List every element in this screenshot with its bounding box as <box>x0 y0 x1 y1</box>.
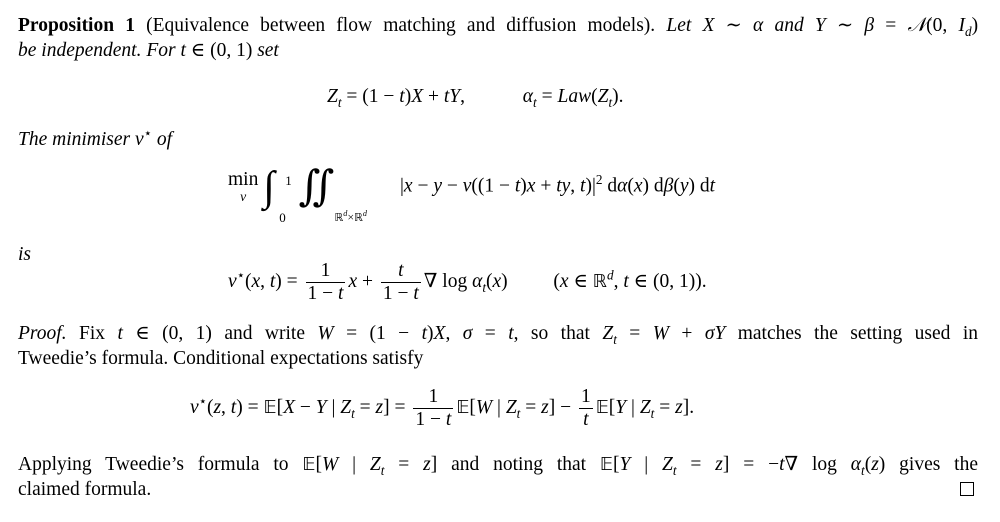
equation-interpolation: $Z_t = (1 - t)X$ + tY, $\alpha_t = Law(Z_t)$. <box>327 86 624 110</box>
minimiser-text: The minimiser v⋆ of <box>18 125 172 150</box>
proof-label: Proof. <box>18 323 67 344</box>
is-text: is <box>18 244 32 265</box>
qed-box <box>960 482 974 496</box>
equation-minimisation: min v ∫ 1 0 ∬ ℝ$^d$×ℝ$^d$ |x − y − v((1 − t)x + ty, $t)|^2$ dα(x) dβ(y) dt <box>228 164 716 225</box>
proposition-title: (Equivalence between flow matching and diffusion models). <box>146 15 656 36</box>
equation-velocity: v⋆(x, t) = $\frac{1}{1 - t}$ x + $\frac{t}{1 - t}$ ∇ $\log \alpha_t(x)$ (x ∈ ℝ$^d$, t ∈ (0, 1)). <box>228 260 707 304</box>
proof-conclusion-line2: claimed formula. <box>18 479 152 500</box>
equation-conditional-expectation: v⋆(z, t) = 𝔼[X − Y | $Z_t = z$] = $\frac{1}{1 - t}$ 𝔼[W | $Z_t = z$] − $\frac{1}{t}$ 𝔼[Y | $Z_t = z$]. <box>190 386 695 430</box>
proof-conclusion-line1: Applying Tweedie’s formula to 𝔼[W | $Z_t = z$] and noting that 𝔼[Y | $Z_t = z] = -t\nabla$ $\log \alpha_t(z)$ gives the <box>18 454 978 478</box>
proof-line1: Proof. Fix t ∈ (0, 1) and write W = (1 − t)X, σ = t, so that $Z_t = W + \sigma Y$ matches the setting used in <box>18 323 979 347</box>
proposition-statement-line2: be independent. For t ∈ (0, 1) set <box>18 40 279 61</box>
proposition-label: Proposition 1 <box>18 15 135 36</box>
proposition-statement: Proposition 1 (Equivalence between flow matching and diffusion models). Let X ∼ α and Y ∼ β = 𝒩(0, $I_d$) <box>18 15 979 39</box>
proof-line2: Tweedie’s formula. Conditional expectations satisfy <box>18 348 424 369</box>
